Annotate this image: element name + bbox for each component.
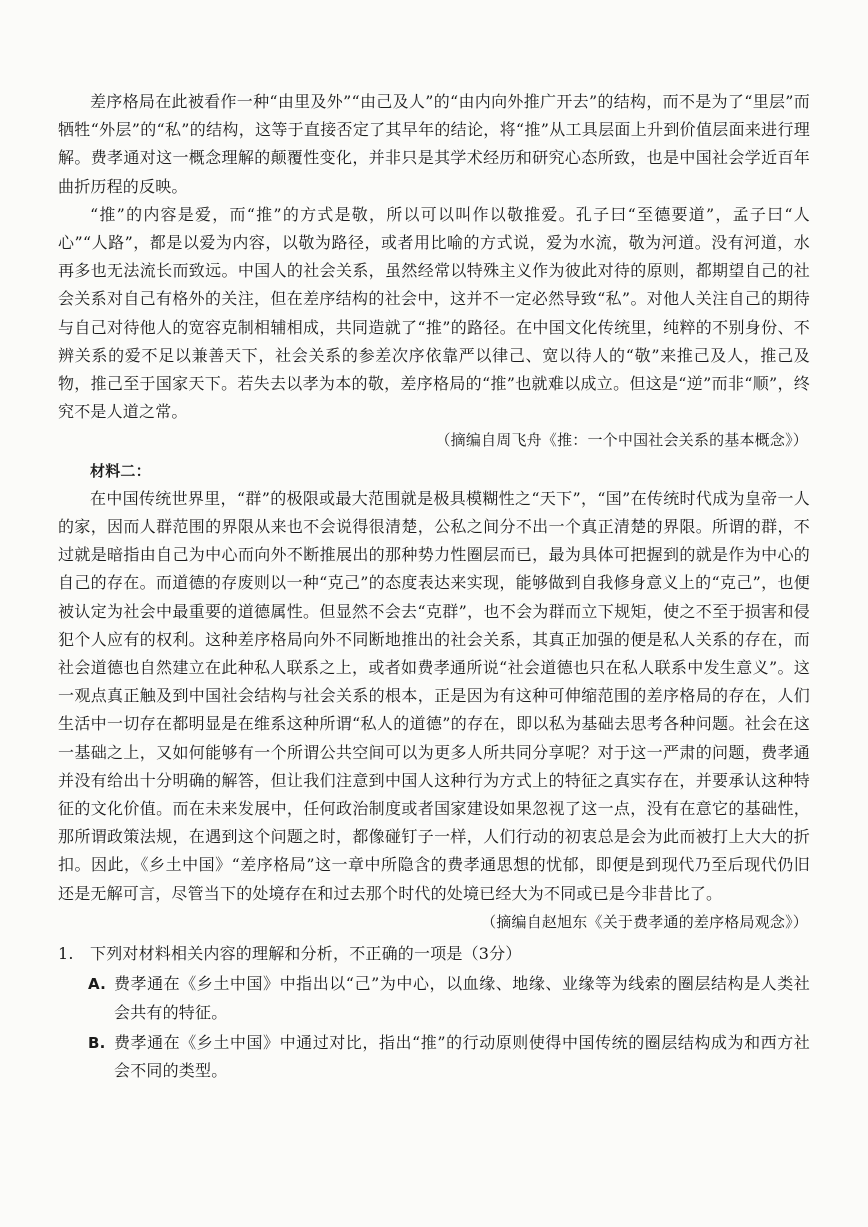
question-number: 1. [58,944,74,964]
material2-heading: 材料二： [90,461,151,480]
question-1 [58,940,810,968]
material2-source: （摘编自赵旭东《关于费孝通的差序格局观念》） [481,912,808,931]
material1-paragraph-1: 差序格局在此被看作一种“由里及外”“由己及人”的“由内向外推广开去”的结构，而不是为了“里层”而牺牲“外层”的“私”的结构，这等于直接否定了其早年的结论，将“推”从工具层面上升到价值层面来进行理解。费孝通对这一概念理解的颠覆性变化，并非只是其学术经历和研究心态所致，也是中国社会学近百年曲折历程的反映。 [58,92,810,196]
option-letter: A. [88,975,106,994]
option-text: 费孝通在《乡土中国》中通过对比，指出“推”的行动原则使得中国传统的圈层结构成为和西方社会不同的类型。 [114,1032,810,1080]
material1-paragraph-2: “推”的内容是爱，而“推”的方式是敬，所以可以叫作以敬推爱。孔子曰“至德要道”，孟子曰“人心”“人路”，都是以爱为内容，以敬为路径，或者用比喻的方式说，爱为水流，敬为河道。没有河道，水再多也无法流长而致远。中国人的社会关系，虽然经常以特殊主义作为彼此对待的原则，都期望自己的社会关系对自己有格外的关注，但在差序结构的社会中，这并不一定必然导致“私”。对他人关注自己的期待与自己对待他人的宽容克制相辅相成，共同造就了“推”的路径。在中国文化传统里，纯粹的不别身份、不辨关系的爱不足以兼善天下，社会关系的参差次序依靠严以律己、宽以待人的“敬”来推己及人，推己及物，推己至于国家天下。若失去以孝为本的敬，差序格局的“推”也就难以成立。但这是“逆”而非“顺”，终究不是人道之常。 [58,204,810,422]
question-stem: 下列对材料相关内容的理解和分析，不正确的一项是（3分） [90,944,522,964]
exam-page [58,88,810,1085]
material2-paragraph-1: 在中国传统世界里，“群”的极限或最大范围就是极具模糊性之“天下”，“国”在传统时代成为皇帝一人的家，因而人群范围的界限从来也不会说得很清楚，公私之间分不出一个真正清楚的界限。所谓的群，不过就是暗指由自己为中心而向外不断推展出的那种势力性圈层而已，最为具体可把握到的就是作为中心的自己的存在。而道德的存废则以一种“克己”的态度表达来实现，能够做到自我修身意义上的“克己”，也便被认定为社会中最重要的道德属性。但显然不会去“克群”，也不会为群而立下规矩，使之不至于损害和侵犯个人应有的权利。这种差序格局向外不同断地推出的社会关系，其真正加强的便是私人关系的存在，而社会道德也自然建立在此种私人联系之上，或者如费孝通所说“社会道德也只在私人联系中发生意义”。这一观点真正触及到中国社会结构与社会关系的根本，正是因为有这种可伸缩范围的差序格局的存在，人们生活中一切存在都明显是在维系这种所谓“私人的道德”的存在，即以私为基础去思考各种问题。社会在这一基础之上，又如何能够有一个所谓公共空间可以为更多人所共同分享呢？对于这一严肃的问题，费孝通并没有给出十分明确的解答，但让我们注意到中国人这种行为方式上的特征之真实存在，并要承认这种特征的文化价值。而在未来发展中，任何政治制度或者国家建设如果忽视了这一点，没有在意它的基础性，那所谓政策法规，在遇到这个问题之时，都像碰钉子一样，人们行动的初衷总是会为此而被打上大大的折扣。因此，《乡土中国》“差序格局”这一章中所隐含的费孝通思想的忧郁，即便是到现代乃至后现代仍旧还是无解可言，尽管当下的处境存在和过去那个时代的处境已经大为不同或已是今非昔比了。 [58,488,810,903]
option-a[interactable] [58,970,810,1026]
option-letter: B. [88,1033,106,1052]
option-b[interactable] [58,1029,810,1085]
option-text: 费孝通在《乡土中国》中指出以“己”为中心，以血缘、地缘、业缘等为线索的圈层结构是人类社会共有的特征。 [114,974,810,1022]
material1-source: （摘编自周飞舟《推：一个中国社会关系的基本概念》） [435,431,808,450]
